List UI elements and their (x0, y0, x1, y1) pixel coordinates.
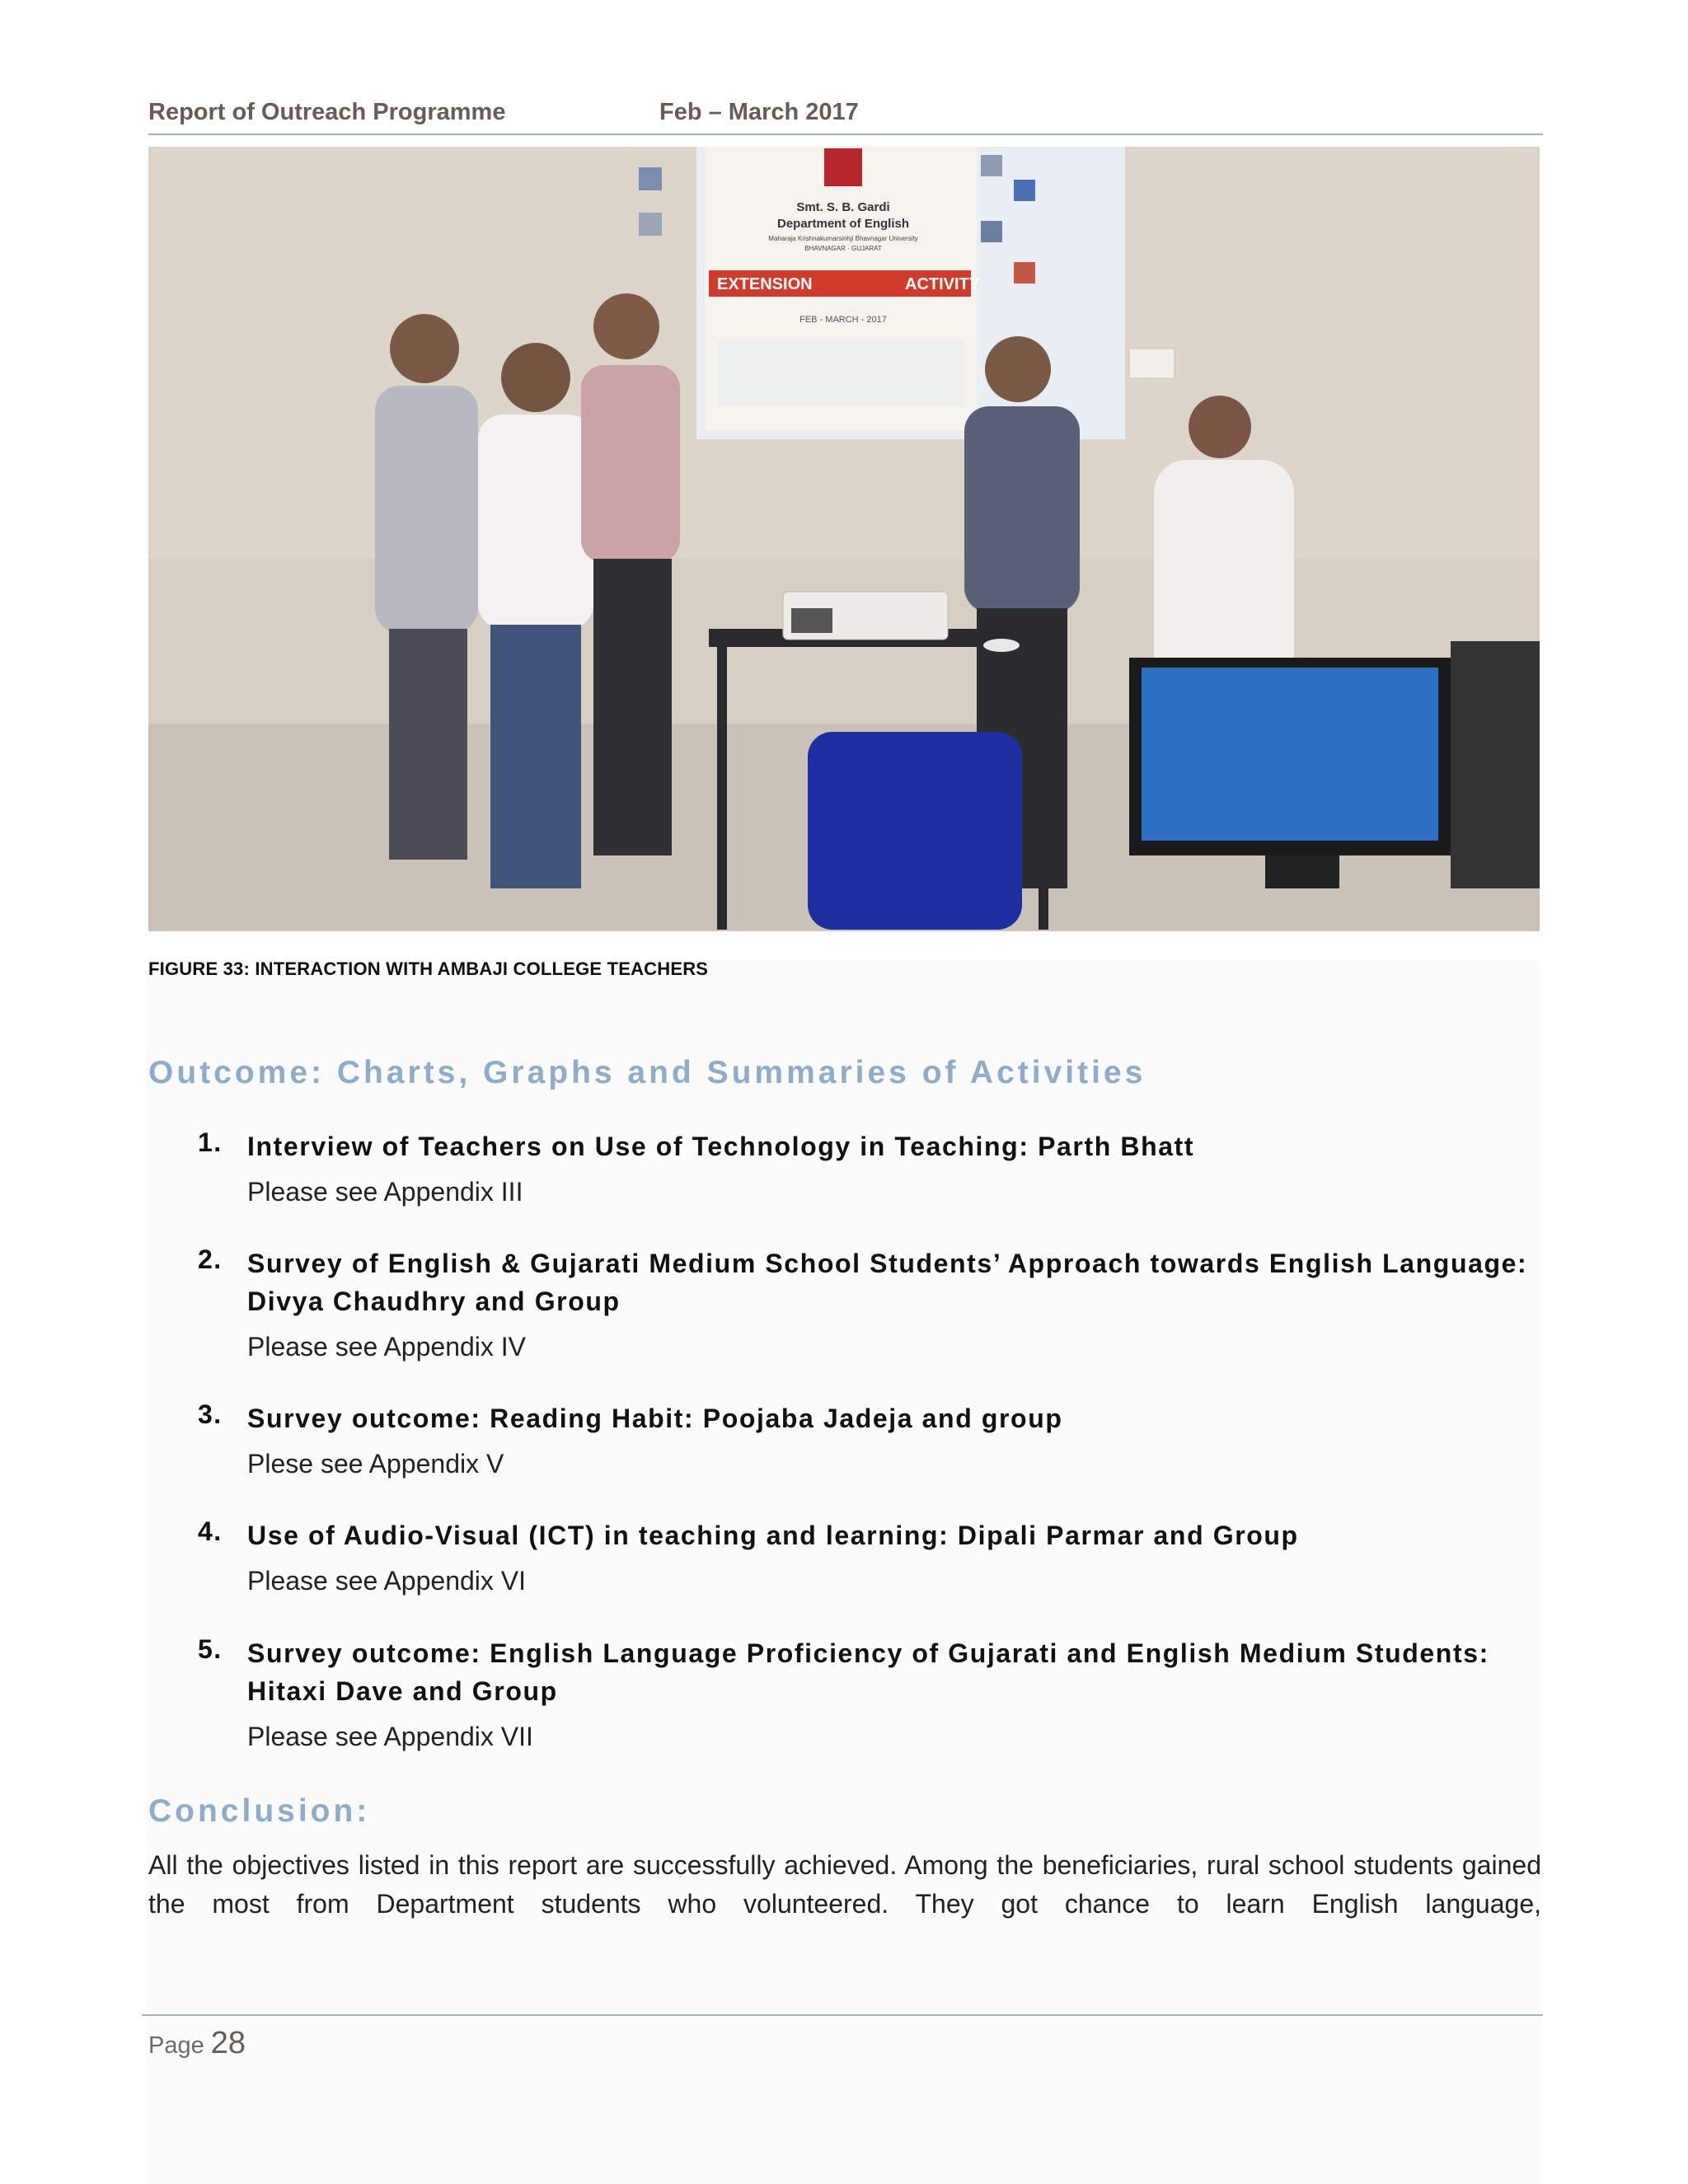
page-label: Page (148, 2032, 204, 2059)
item-appendix-ref: Please see Appendix IV (247, 1332, 527, 1361)
desktop-icon (981, 155, 1002, 176)
list-item (198, 1244, 1533, 1365)
item-number: 5. (198, 1634, 223, 1664)
item-appendix-ref: Plese see Appendix V (247, 1449, 504, 1479)
item-appendix-ref: Please see Appendix VI (247, 1566, 527, 1596)
conclusion-heading: Conclusion: (148, 1793, 371, 1829)
monitor-stand (1265, 855, 1339, 888)
item-appendix-ref: Please see Appendix VII (247, 1722, 533, 1751)
monitor-screen (1142, 668, 1438, 841)
page-footer (148, 2026, 246, 2061)
page-number: 28 (210, 2026, 246, 2060)
item-number: 1. (198, 1127, 223, 1157)
list-item (198, 1516, 1533, 1599)
item-title: Survey of English & Gujarati Medium School Students’ Approach towards English Language: Divya Chaudhry and Group (247, 1249, 1528, 1316)
running-header (148, 97, 1543, 135)
power-socket (1129, 349, 1175, 378)
item-number: 3. (198, 1399, 223, 1429)
report-title: Report of Outreach Programme (148, 99, 506, 125)
item-appendix-ref: Please see Appendix III (247, 1177, 523, 1207)
item-title: Interview of Teachers on Use of Technology in Teaching: Parth Bhatt (247, 1132, 1195, 1161)
desktop-icon (1014, 262, 1035, 284)
footer-divider (142, 2014, 1543, 2016)
item-number: 2. (198, 1244, 223, 1274)
table-leg (717, 645, 727, 930)
list-item (198, 1127, 1533, 1210)
logo-strip (717, 340, 964, 406)
figure-caption: FIGURE 33: INTERACTION WITH AMBAJI COLLEGE TEACHERS (148, 958, 709, 979)
item-title: Use of Audio-Visual (ICT) in teaching and learning: Dipali Parmar and Group (247, 1521, 1299, 1550)
university-logo-icon (824, 148, 862, 186)
banner-right-text: ACTIVITY (905, 275, 981, 293)
conclusion-paragraph: All the objectives listed in this report are successfully achieved. Among the beneficiaries, rural school students gained the most from Department students who volunteered. They got chance to learn English language, (148, 1850, 1541, 1919)
photo-illustration (148, 147, 1540, 931)
person-1 (375, 314, 478, 860)
item-title: Survey outcome: English Language Proficiency of Gujarati and English Medium Students: Hitaxi Dave and Group (247, 1638, 1489, 1706)
desktop-icon (1014, 180, 1035, 201)
list-item (198, 1399, 1533, 1482)
chair (808, 732, 1022, 930)
screen-line-2: Department of English (776, 217, 910, 231)
screen-line-3: Maharaja Krishnakumarsinhji Bhavnagar University (768, 235, 918, 242)
person-3 (581, 293, 680, 855)
figure-photo (148, 147, 1540, 931)
desktop-icon (639, 167, 662, 190)
desktop-icon (639, 213, 662, 236)
second-monitor (1451, 641, 1540, 888)
list-item (198, 1634, 1533, 1755)
desktop-icon (981, 221, 1002, 242)
person-2 (478, 343, 593, 888)
projector-lens (791, 608, 832, 633)
banner-date-text: FEB - MARCH - 2017 (799, 315, 887, 325)
item-number: 4. (198, 1516, 223, 1546)
item-title: Survey outcome: Reading Habit: Poojaba Jadeja and group (247, 1404, 1063, 1433)
report-date: Feb – March 2017 (659, 99, 859, 125)
screen-line-4: BHAVNAGAR · GUJARAT (804, 245, 882, 252)
outcome-heading: Outcome: Charts, Graphs and Summaries of Activities (148, 1055, 1146, 1090)
mouse (983, 639, 1020, 652)
table-leg (1039, 645, 1048, 930)
banner-left-text: EXTENSION (717, 275, 813, 293)
screen-line-1: Smt. S. B. Gardi (796, 200, 890, 214)
